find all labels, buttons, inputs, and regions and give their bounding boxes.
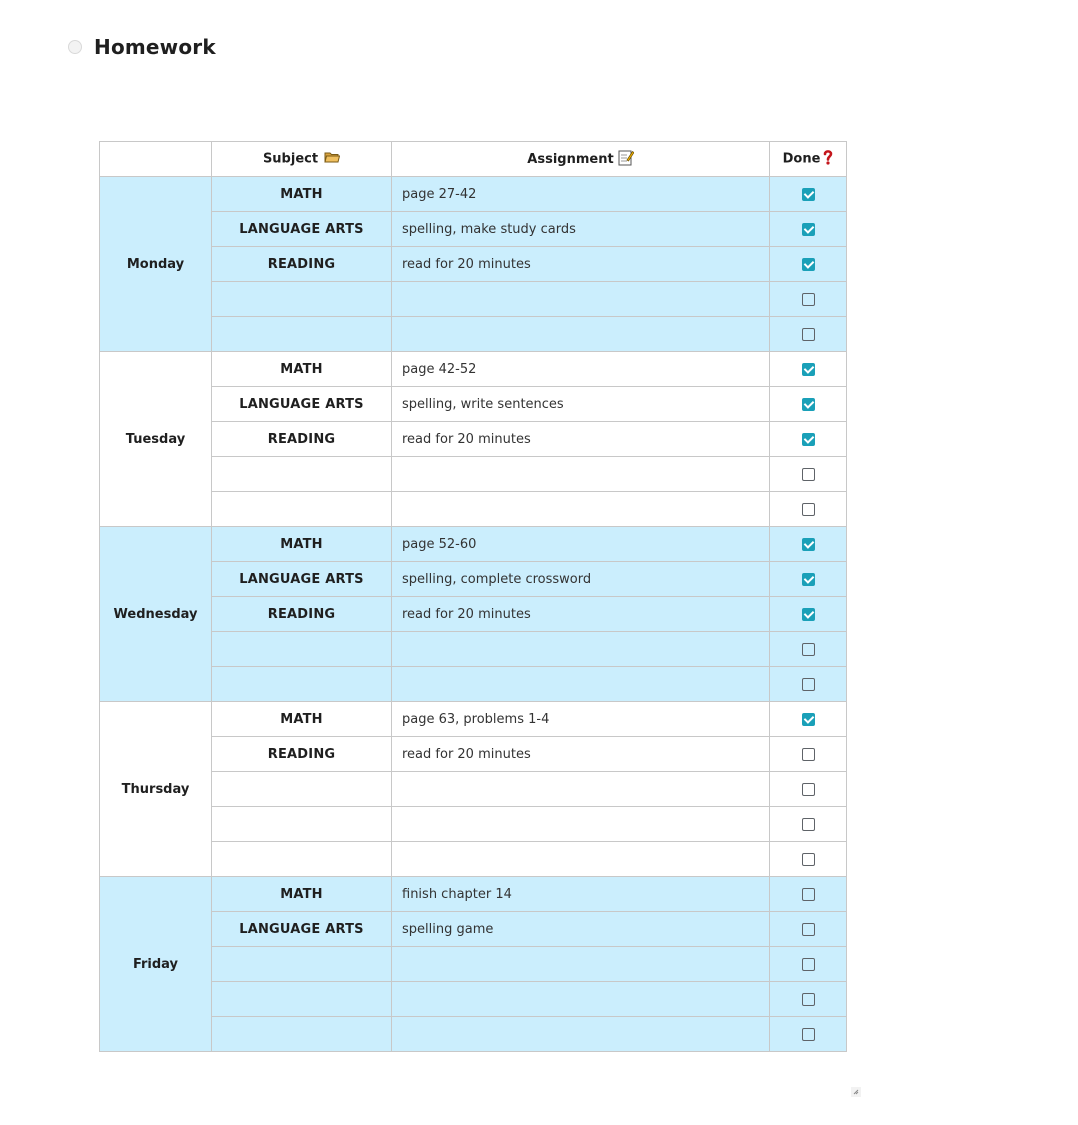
done-cell <box>770 737 847 772</box>
table-body <box>100 177 847 1052</box>
done-checkbox[interactable] <box>802 1028 815 1041</box>
assignment-cell[interactable] <box>392 457 770 492</box>
assignment-cell[interactable]: finish chapter 14 <box>392 877 770 912</box>
done-checkbox[interactable] <box>802 923 815 936</box>
table-row <box>100 317 847 352</box>
table-row <box>100 842 847 877</box>
subject-cell[interactable]: MATH <box>212 527 392 562</box>
done-checkbox[interactable] <box>802 608 815 621</box>
assignment-cell[interactable] <box>392 317 770 352</box>
table-row <box>100 352 847 387</box>
done-cell <box>770 877 847 912</box>
assignment-cell[interactable]: page 27-42 <box>392 177 770 212</box>
subject-cell[interactable] <box>212 632 392 667</box>
subject-cell[interactable] <box>212 457 392 492</box>
day-cell: Wednesday <box>100 527 212 702</box>
day-cell: Monday <box>100 177 212 352</box>
done-checkbox[interactable] <box>802 713 815 726</box>
done-checkbox[interactable] <box>802 643 815 656</box>
done-cell <box>770 947 847 982</box>
table-row <box>100 212 847 247</box>
done-cell <box>770 562 847 597</box>
assignment-cell[interactable] <box>392 667 770 702</box>
done-checkbox[interactable] <box>802 538 815 551</box>
done-checkbox[interactable] <box>802 783 815 796</box>
assignment-cell[interactable]: read for 20 minutes <box>392 422 770 457</box>
assignment-cell[interactable]: spelling game <box>392 912 770 947</box>
table-row <box>100 1017 847 1052</box>
subject-cell[interactable]: LANGUAGE ARTS <box>212 912 392 947</box>
resize-handle-icon[interactable] <box>851 1082 861 1092</box>
done-cell <box>770 632 847 667</box>
subject-cell[interactable]: MATH <box>212 877 392 912</box>
subject-cell[interactable] <box>212 947 392 982</box>
done-cell <box>770 457 847 492</box>
done-checkbox[interactable] <box>802 853 815 866</box>
done-cell <box>770 492 847 527</box>
done-cell <box>770 317 847 352</box>
subject-cell[interactable] <box>212 317 392 352</box>
table-row <box>100 807 847 842</box>
done-cell <box>770 842 847 877</box>
table-row <box>100 597 847 632</box>
assignment-cell[interactable] <box>392 947 770 982</box>
done-checkbox[interactable] <box>802 258 815 271</box>
done-cell <box>770 422 847 457</box>
done-checkbox[interactable] <box>802 748 815 761</box>
assignment-cell[interactable] <box>392 632 770 667</box>
done-checkbox[interactable] <box>802 573 815 586</box>
subject-cell[interactable] <box>212 492 392 527</box>
table-row <box>100 562 847 597</box>
subject-cell[interactable]: LANGUAGE ARTS <box>212 562 392 597</box>
header-done <box>770 142 847 177</box>
done-checkbox[interactable] <box>802 818 815 831</box>
done-cell <box>770 387 847 422</box>
subject-cell[interactable] <box>212 842 392 877</box>
subject-cell[interactable]: READING <box>212 422 392 457</box>
day-cell: Thursday <box>100 702 212 877</box>
subject-cell[interactable] <box>212 982 392 1017</box>
header-day <box>100 142 212 177</box>
done-checkbox[interactable] <box>802 678 815 691</box>
table-row <box>100 702 847 737</box>
table-row <box>100 457 847 492</box>
done-cell <box>770 772 847 807</box>
assignment-cell[interactable] <box>392 982 770 1017</box>
done-cell <box>770 597 847 632</box>
table-row <box>100 387 847 422</box>
assignment-cell[interactable] <box>392 807 770 842</box>
assignment-cell[interactable]: spelling, complete crossword <box>392 562 770 597</box>
done-cell <box>770 667 847 702</box>
done-cell <box>770 177 847 212</box>
page-title: Homework <box>94 35 216 59</box>
done-checkbox[interactable] <box>802 223 815 236</box>
subject-cell[interactable]: READING <box>212 737 392 772</box>
done-cell <box>770 212 847 247</box>
done-cell <box>770 982 847 1017</box>
header-subject <box>212 142 392 177</box>
assignment-cell[interactable] <box>392 842 770 877</box>
subject-cell[interactable] <box>212 1017 392 1052</box>
done-cell <box>770 352 847 387</box>
done-checkbox[interactable] <box>802 363 815 376</box>
subject-cell[interactable]: MATH <box>212 177 392 212</box>
folder-icon <box>324 151 340 167</box>
table-row <box>100 947 847 982</box>
subject-cell[interactable] <box>212 667 392 702</box>
done-checkbox[interactable] <box>802 188 815 201</box>
day-cell: Friday <box>100 877 212 1052</box>
assignment-cell[interactable]: page 63, problems 1-4 <box>392 702 770 737</box>
page-header <box>68 33 216 61</box>
table-row <box>100 422 847 457</box>
done-checkbox[interactable] <box>802 888 815 901</box>
done-cell <box>770 702 847 737</box>
table-row <box>100 982 847 1017</box>
subject-cell[interactable]: READING <box>212 597 392 632</box>
assignment-cell[interactable]: read for 20 minutes <box>392 597 770 632</box>
day-cell: Tuesday <box>100 352 212 527</box>
table-row <box>100 492 847 527</box>
table-row <box>100 667 847 702</box>
table-row <box>100 247 847 282</box>
homework-table <box>99 141 847 1052</box>
subject-cell[interactable]: LANGUAGE ARTS <box>212 212 392 247</box>
header-row <box>100 142 847 177</box>
question-mark-icon <box>823 149 833 169</box>
done-cell <box>770 247 847 282</box>
assignment-cell[interactable]: read for 20 minutes <box>392 247 770 282</box>
subject-cell[interactable]: MATH <box>212 352 392 387</box>
assignment-cell[interactable]: spelling, write sentences <box>392 387 770 422</box>
table-row <box>100 737 847 772</box>
subject-cell[interactable]: MATH <box>212 702 392 737</box>
done-checkbox[interactable] <box>802 468 815 481</box>
done-checkbox[interactable] <box>802 993 815 1006</box>
header-assignment-label: Assignment <box>527 151 614 167</box>
header-subject-label: Subject <box>262 151 319 167</box>
assignment-cell[interactable]: page 42-52 <box>392 352 770 387</box>
table-row <box>100 912 847 947</box>
subject-cell[interactable] <box>212 807 392 842</box>
header-assignment <box>392 142 770 177</box>
table-row <box>100 177 847 212</box>
done-cell <box>770 1017 847 1052</box>
assignment-cell[interactable]: read for 20 minutes <box>392 737 770 772</box>
status-radio[interactable] <box>68 40 82 54</box>
assignment-cell[interactable] <box>392 1017 770 1052</box>
assignment-cell[interactable] <box>392 282 770 317</box>
done-cell <box>770 912 847 947</box>
header-done-label: Done <box>782 151 821 167</box>
done-checkbox[interactable] <box>802 503 815 516</box>
assignment-cell[interactable]: page 52-60 <box>392 527 770 562</box>
subject-cell[interactable]: READING <box>212 247 392 282</box>
subject-cell[interactable] <box>212 282 392 317</box>
table-row <box>100 527 847 562</box>
done-cell <box>770 527 847 562</box>
assignment-cell[interactable]: spelling, make study cards <box>392 212 770 247</box>
assignment-cell[interactable] <box>392 492 770 527</box>
table-row <box>100 282 847 317</box>
done-checkbox[interactable] <box>802 398 815 411</box>
done-checkbox[interactable] <box>802 958 815 971</box>
table-row <box>100 772 847 807</box>
table-row <box>100 632 847 667</box>
subject-cell[interactable] <box>212 772 392 807</box>
done-cell <box>770 282 847 317</box>
done-checkbox[interactable] <box>802 328 815 341</box>
memo-icon <box>618 149 634 170</box>
done-checkbox[interactable] <box>802 293 815 306</box>
done-cell <box>770 807 847 842</box>
done-checkbox[interactable] <box>802 433 815 446</box>
assignment-cell[interactable] <box>392 772 770 807</box>
table-row <box>100 877 847 912</box>
subject-cell[interactable]: LANGUAGE ARTS <box>212 387 392 422</box>
